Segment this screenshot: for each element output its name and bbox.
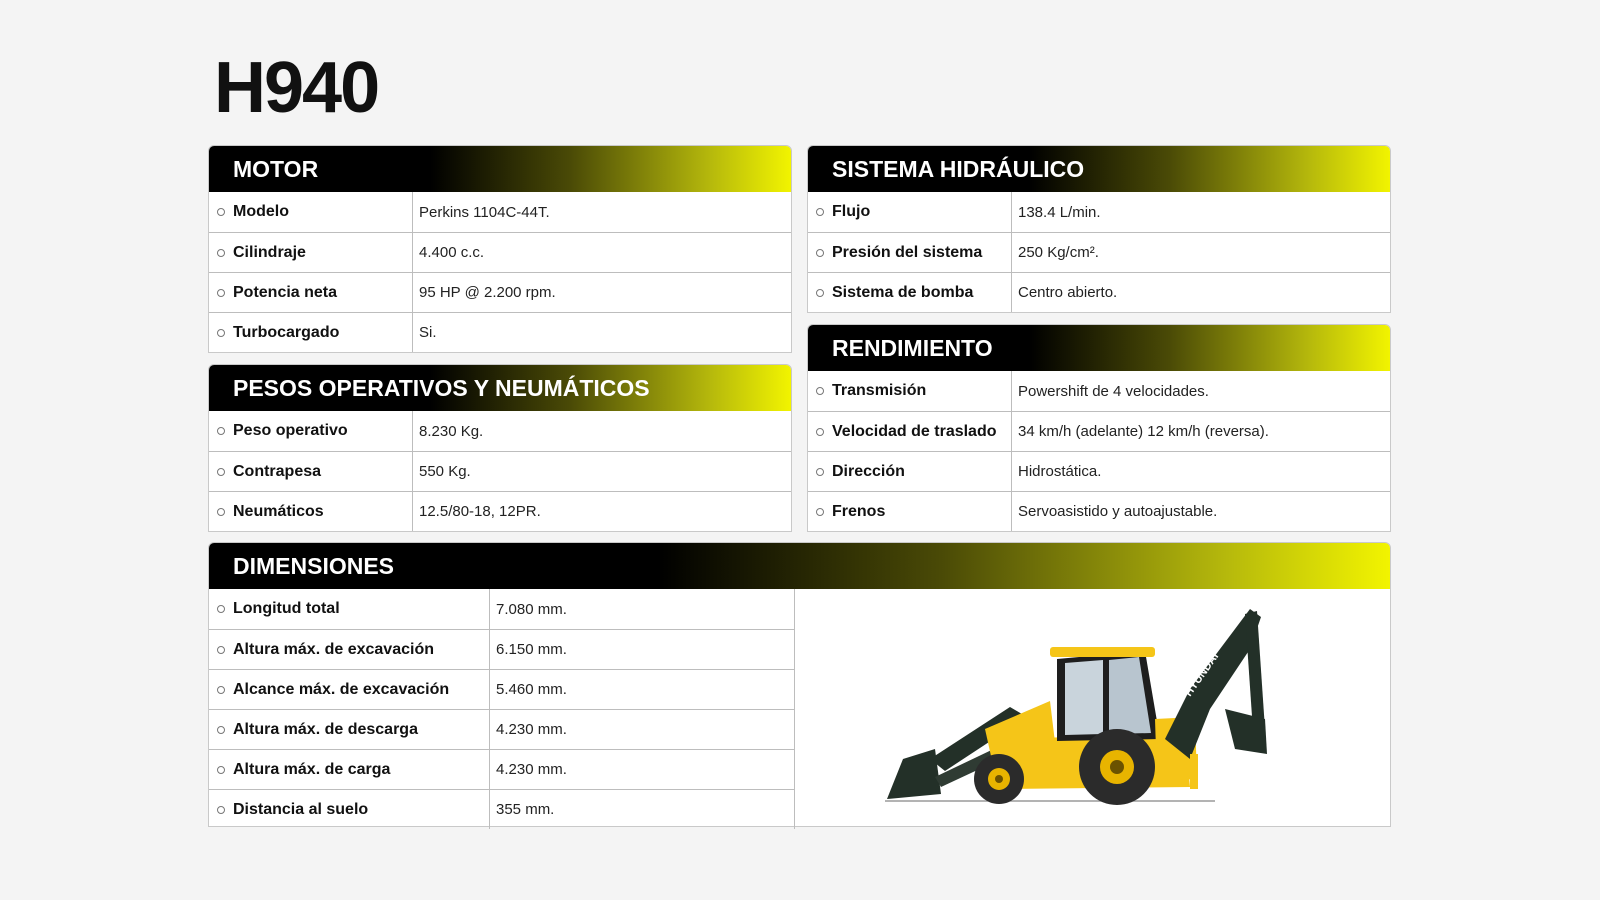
circle-bullet-icon (217, 289, 225, 297)
circle-bullet-icon (217, 766, 225, 774)
pesos-header: PESOS OPERATIVOS Y NEUMÁTICOS (209, 365, 791, 411)
row-value: Centro abierto. (1018, 284, 1118, 301)
dimensiones-table (209, 589, 795, 829)
row-value: 95 HP @ 2.200 rpm. (419, 284, 556, 301)
row-value: 7.080 mm. (496, 600, 567, 618)
circle-bullet-icon (816, 289, 824, 297)
row-label: Presión del sistema (832, 243, 983, 261)
dimensiones-header: DIMENSIONES (209, 543, 1390, 589)
row-label: Frenos (832, 502, 886, 520)
row-value: 355 mm. (496, 801, 555, 818)
circle-bullet-icon (217, 686, 225, 694)
page-title: H940 (214, 48, 379, 128)
row-label: Longitud total (233, 600, 340, 617)
table-row (209, 789, 794, 829)
table-row (209, 491, 791, 531)
circle-bullet-icon (217, 468, 225, 476)
hidraulico-header: SISTEMA HIDRÁULICO (808, 146, 1390, 192)
table-row (209, 232, 791, 272)
table-row (209, 749, 794, 789)
dimensiones-section (208, 542, 1391, 827)
circle-bullet-icon (816, 249, 824, 257)
row-label: Altura máx. de descarga (233, 720, 418, 738)
rendimiento-table (808, 371, 1390, 531)
table-row (808, 451, 1390, 491)
rendimiento-section (807, 324, 1391, 532)
pesos-table (209, 411, 791, 531)
backhoe-loader-image (795, 589, 1385, 829)
row-label: Cilindraje (233, 243, 306, 261)
hidraulico-section (807, 145, 1391, 313)
circle-bullet-icon (816, 208, 824, 216)
row-value: 6.150 mm. (496, 641, 567, 658)
row-value: Hidrostática. (1018, 463, 1102, 480)
motor-section (208, 145, 792, 353)
row-label: Transmisión (832, 382, 927, 399)
row-label: Peso operativo (233, 422, 348, 439)
row-value: Perkins 1104C-44T. (419, 203, 550, 221)
brand-label: HYUNDAI (1182, 650, 1222, 699)
rendimiento-header: RENDIMIENTO (808, 325, 1390, 371)
row-label: Modelo (233, 203, 289, 220)
table-row (808, 272, 1390, 312)
row-value: 550 Kg. (419, 463, 471, 480)
table-row (209, 451, 791, 491)
circle-bullet-icon (217, 726, 225, 734)
row-value: 34 km/h (adelante) 12 km/h (reversa). (1018, 423, 1269, 440)
table-row (808, 371, 1390, 411)
row-label: Flujo (832, 203, 871, 220)
backhoe-loader-icon (795, 589, 1385, 829)
row-label: Alcance máx. de excavación (233, 680, 450, 698)
row-label: Potencia neta (233, 283, 338, 301)
row-value: Si. (419, 324, 437, 341)
motor-header: MOTOR (209, 146, 791, 192)
row-label: Altura máx. de excavación (233, 640, 434, 658)
row-value: 4.400 c.c. (419, 244, 485, 261)
circle-bullet-icon (217, 806, 225, 814)
circle-bullet-icon (816, 387, 824, 395)
row-label: Dirección (832, 462, 905, 480)
circle-bullet-icon (816, 428, 824, 436)
row-label: Sistema de bomba (832, 283, 974, 301)
circle-bullet-icon (816, 508, 824, 516)
row-value: 138.4 L/min. (1018, 203, 1101, 221)
table-row (808, 192, 1390, 232)
hidraulico-table (808, 192, 1390, 312)
row-value: 4.230 mm. (496, 721, 567, 738)
table-row (209, 272, 791, 312)
circle-bullet-icon (217, 208, 225, 216)
table-row (209, 709, 794, 749)
table-row (209, 589, 794, 629)
table-row (209, 669, 794, 709)
motor-table (209, 192, 791, 352)
table-row (209, 192, 791, 232)
row-value: 12.5/80-18, 12PR. (419, 503, 541, 520)
row-label: Contrapesa (233, 462, 322, 480)
circle-bullet-icon (816, 468, 824, 476)
circle-bullet-icon (217, 646, 225, 654)
row-value: 8.230 Kg. (419, 422, 484, 440)
table-row (808, 232, 1390, 272)
table-row (209, 312, 791, 352)
pesos-section (208, 364, 792, 532)
row-value: 5.460 mm. (496, 681, 567, 698)
circle-bullet-icon (217, 605, 225, 613)
table-row (808, 411, 1390, 451)
row-label: Velocidad de traslado (832, 422, 997, 440)
row-value: 250 Kg/cm². (1018, 244, 1099, 261)
circle-bullet-icon (217, 329, 225, 337)
row-value: 4.230 mm. (496, 761, 567, 778)
table-row (209, 629, 794, 669)
row-label: Distancia al suelo (233, 800, 369, 818)
row-label: Neumáticos (233, 502, 324, 520)
circle-bullet-icon (217, 427, 225, 435)
table-row (209, 411, 791, 451)
circle-bullet-icon (217, 249, 225, 257)
circle-bullet-icon (217, 508, 225, 516)
row-value: Servoasistido y autoajustable. (1018, 503, 1218, 520)
row-label: Altura máx. de carga (233, 760, 391, 778)
row-label: Turbocargado (233, 323, 340, 341)
row-value: Powershift de 4 velocidades. (1018, 382, 1209, 400)
table-row (808, 491, 1390, 531)
